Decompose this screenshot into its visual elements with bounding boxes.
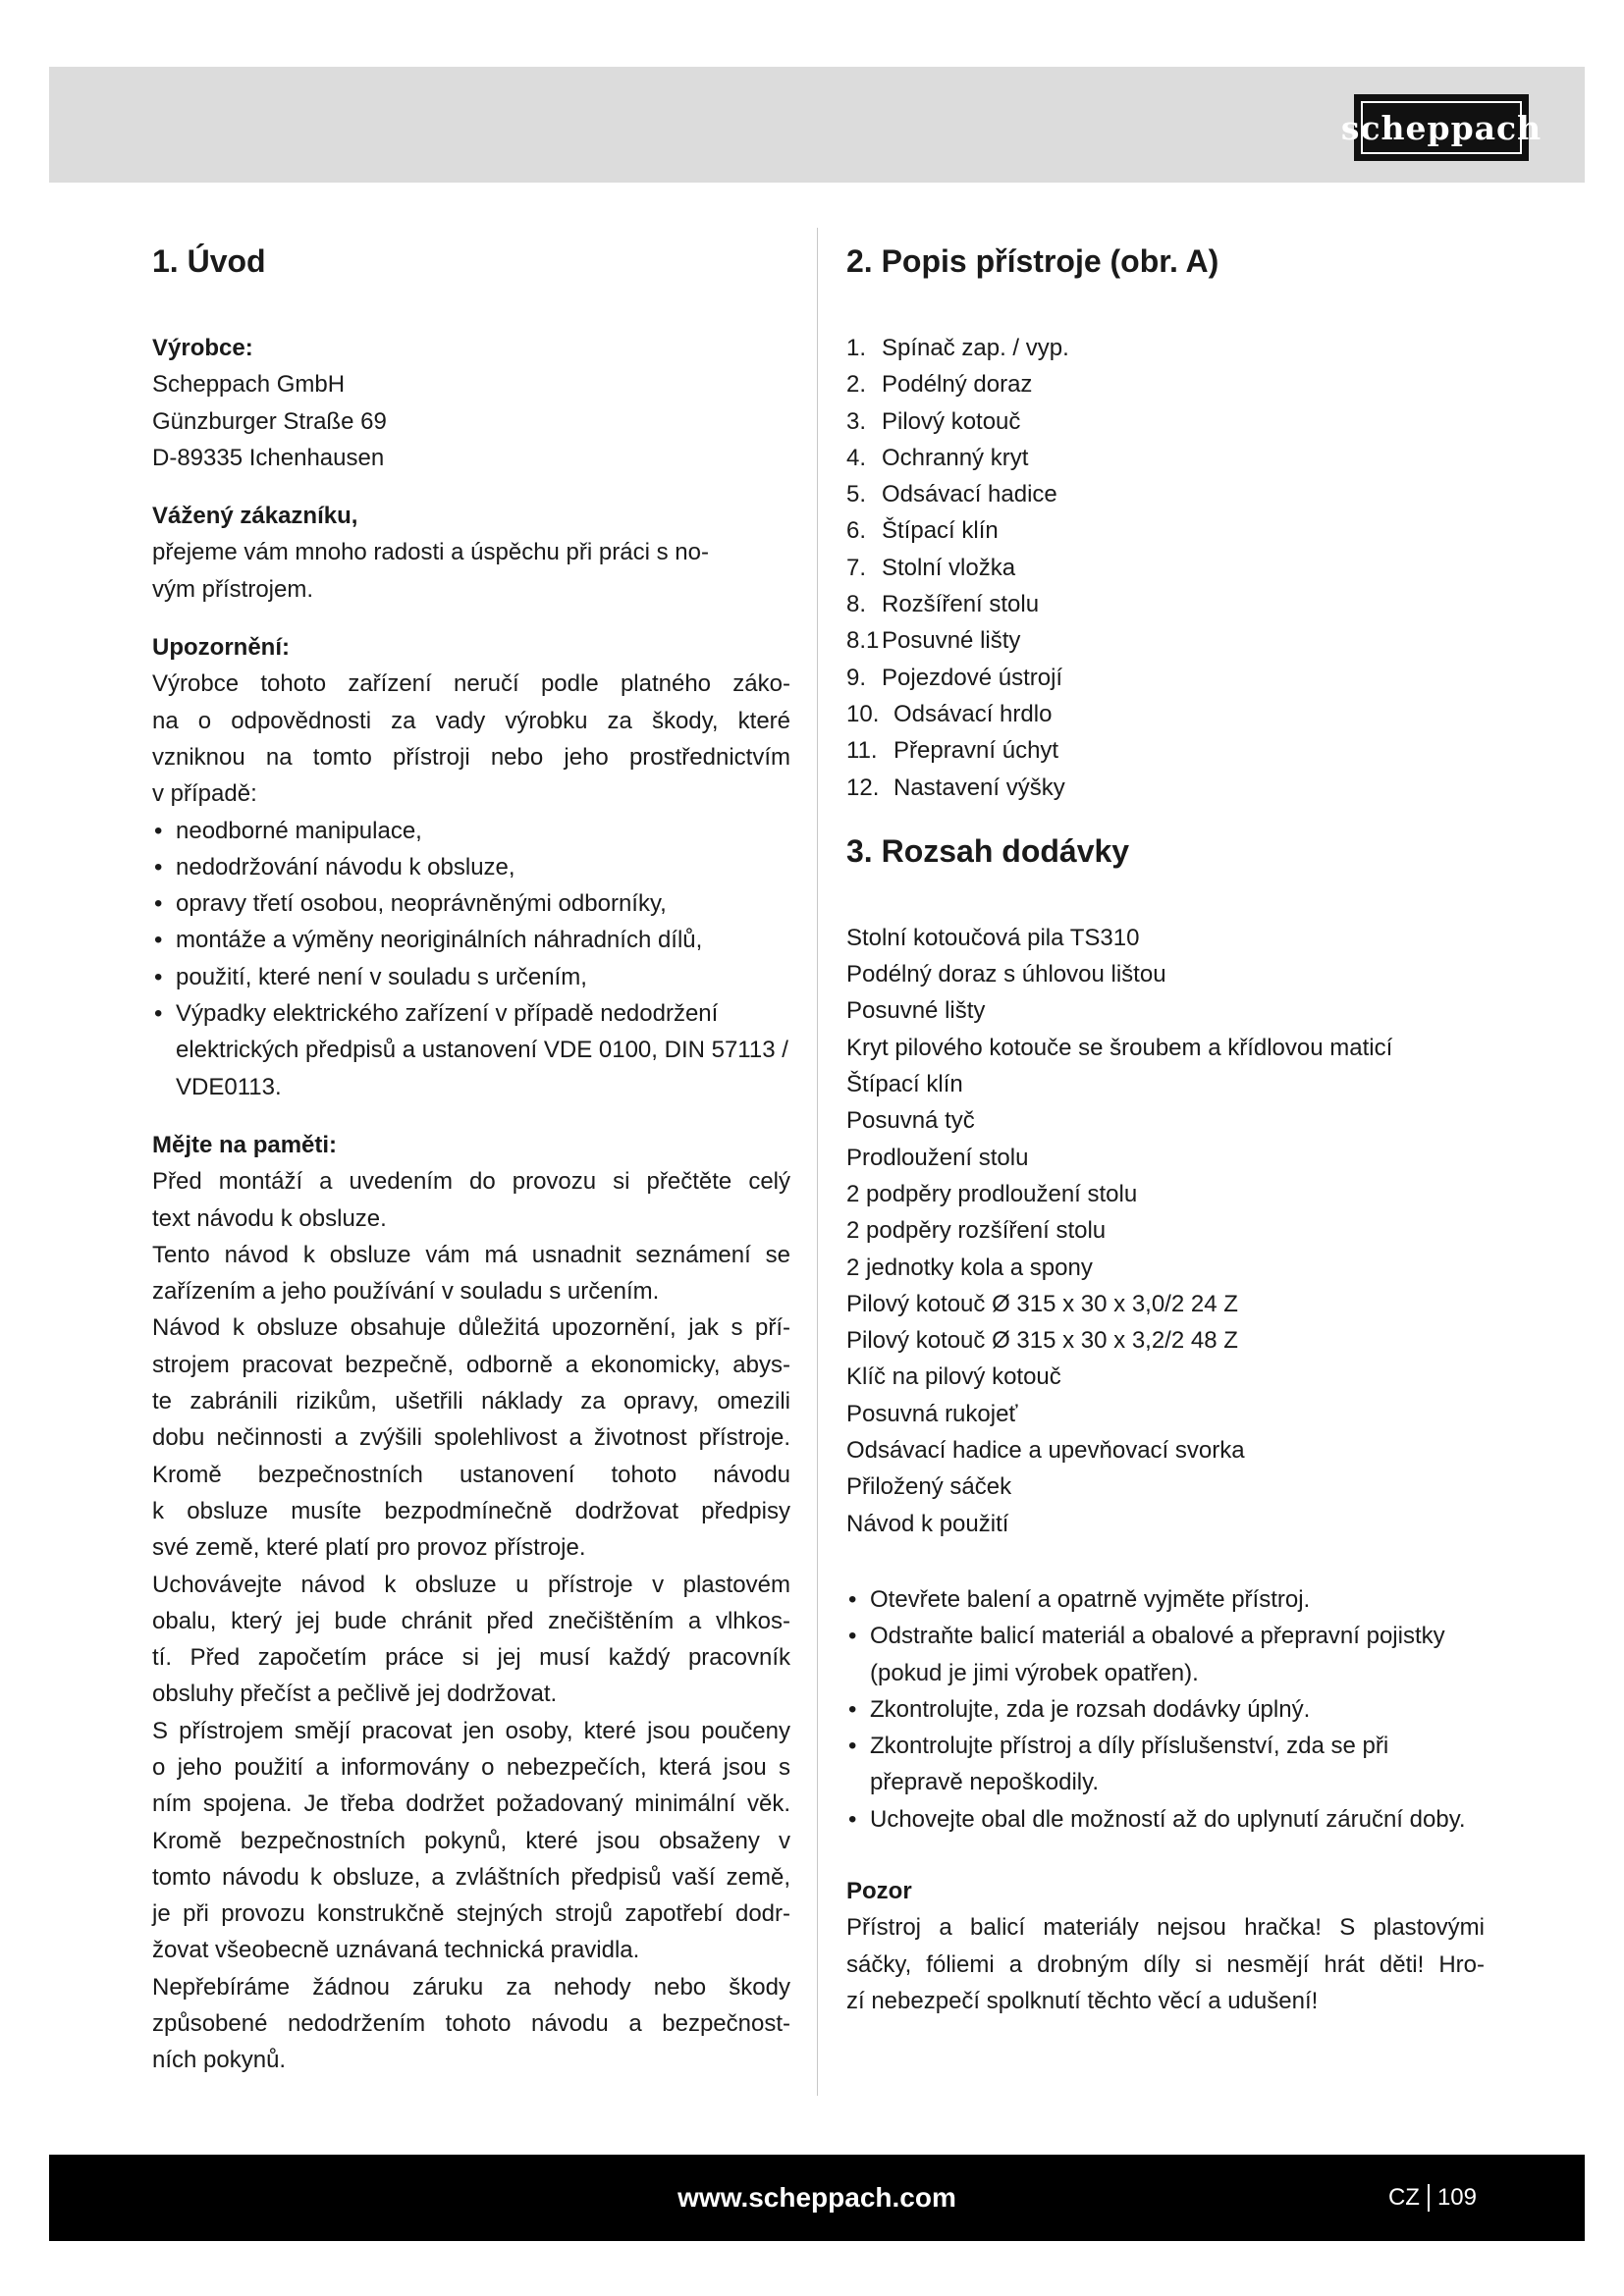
remember-line: Před montáží a uvedením do provozu si přečtěte celý [152, 1168, 790, 1196]
notice-line: na o odpovědnosti za vady výrobku za škody, které [152, 707, 790, 734]
delivery-item: 2 podpěry rozšíření stolu [846, 1217, 1107, 1245]
remember-line: obsluhy přečíst a pečlivě jej dodržovat. [152, 1681, 558, 1708]
heading-device-description: 2. Popis přístroje (obr. A) [846, 243, 1219, 279]
part-number: 2. [846, 371, 867, 399]
manufacturer-line: Günzburger Straße 69 [152, 407, 387, 435]
language-code: CZ [1387, 2184, 1420, 2211]
unpacking-bullet: • Otevřete balení a opatrně vyjměte přístroj. [846, 1581, 1485, 1618]
part-item [846, 512, 1485, 549]
part-label: Rozšíření stolu [882, 591, 1040, 618]
part-number: 8.1 [846, 627, 880, 655]
remember-line: o jeho použití a informovány o nebezpečích, která jsou s [152, 1753, 790, 1781]
remember-line: S přístrojem smějí pracovat jen osoby, které jsou poučeny [152, 1717, 790, 1744]
delivery-item: Kryt pilového kotouče se šroubem a křídlovou maticí [846, 1034, 1393, 1061]
remember-line: strojem pracovat bezpečně, odborně a ekonomicky, abys- [152, 1351, 790, 1378]
part-item [846, 770, 1485, 806]
customer-label: Vážený zákazníku, [152, 503, 358, 530]
part-number: 12. [846, 774, 880, 801]
unpacking-bullet: • Zkontrolujte, zda je rozsah dodávky úplný. [846, 1691, 1485, 1728]
part-item [846, 550, 1485, 586]
notice-bullet: • použití, které není v souladu s určením, [152, 959, 790, 995]
notice-line: vzniknou na tomto přístroji nebo jeho prostřednictvím [152, 743, 790, 771]
delivery-item: Posuvné lišty [846, 997, 986, 1025]
part-item [846, 586, 1485, 622]
remember-line: způsobené nedodržením tohoto návodu a bezpečnost- [152, 2010, 790, 2038]
delivery-item: Klíč na pilový kotouč [846, 1363, 1061, 1391]
part-number: 3. [846, 407, 867, 435]
remember-line: ním spojena. Je třeba dodržet požadovaný minimální věk. [152, 1790, 790, 1818]
part-item [846, 622, 1485, 659]
delivery-item: Odsávací hadice a upevňovací svorka [846, 1437, 1245, 1465]
part-label: Ochranný kryt [882, 444, 1029, 471]
column-divider [817, 228, 818, 2096]
caution-label: Pozor [846, 1877, 912, 1904]
delivery-item: Posuvná rukojeť [846, 1400, 1018, 1427]
part-label: Odsávací hadice [882, 481, 1057, 508]
notice-line: v případě: [152, 780, 257, 808]
manufacturer-line: Scheppach GmbH [152, 371, 346, 399]
caution-line: sáčky, fóliemi a drobným díly si nesmějí hrát děti! Hro- [846, 1950, 1485, 1978]
remember-label: Mějte na paměti: [152, 1131, 338, 1158]
heading-delivery-scope: 3. Rozsah dodávky [846, 832, 1130, 869]
part-item [846, 440, 1485, 476]
remember-line: dobu nečinnosti a zvýšili spolehlivost a životnost přístroje. [152, 1424, 790, 1452]
part-item [846, 476, 1485, 512]
notice-bullet: • opravy třetí osobou, neoprávněnými odborníky, [152, 885, 790, 922]
notice-label: Upozornění: [152, 634, 290, 662]
header-band [49, 67, 1585, 183]
caution-line: zí nebezpečí spolknutí těchto věcí a udušení! [846, 1987, 1319, 2014]
delivery-item: 2 jednotky kola a spony [846, 1254, 1093, 1281]
unpacking-bullet-list [846, 1581, 1485, 1838]
part-number: 7. [846, 554, 867, 581]
notice-bullet: • montáže a výměny neoriginálních náhradních dílů, [152, 922, 790, 958]
remember-line: k obsluze musíte bezpodmínečně dodržovat předpisy [152, 1497, 790, 1524]
remember-line: zařízením a jeho používání v souladu s určením. [152, 1278, 660, 1306]
part-number: 1. [846, 335, 867, 361]
unpacking-bullet: • Uchovejte obal dle možností až do uplynutí záruční doby. [846, 1801, 1485, 1838]
delivery-item: Podélný doraz s úhlovou lištou [846, 961, 1166, 988]
manufacturer-line: D-89335 Ichenhausen [152, 444, 385, 471]
part-number: 11. [846, 737, 878, 765]
delivery-item: Pilový kotouč Ø 315 x 30 x 3,0/2 24 Z [846, 1290, 1238, 1317]
delivery-item: Prodloužení stolu [846, 1144, 1029, 1171]
delivery-item: Návod k použití [846, 1510, 1009, 1537]
remember-line: tomto návodu k obsluze, a zvláštních předpisů vaší země, [152, 1863, 790, 1891]
part-item [846, 403, 1485, 440]
customer-line: vým přístrojem. [152, 575, 314, 603]
remember-line: text návodu k obsluze. [152, 1204, 387, 1232]
delivery-item: Stolní kotoučová pila TS310 [846, 924, 1140, 951]
left-column [152, 226, 790, 2079]
remember-line: obalu, který jej bude chránit před znečištěním a vlhkos- [152, 1607, 790, 1634]
remember-line: Kromě bezpečnostních pokynů, které jsou obsaženy v [152, 1827, 790, 1854]
part-number: 4. [846, 444, 867, 471]
part-label: Spínač zap. / vyp. [882, 335, 1069, 361]
remember-line: Tento návod k obsluze vám má usnadnit seznámení se [152, 1241, 790, 1268]
part-item [846, 660, 1485, 696]
website-link[interactable]: www.scheppach.com [677, 2182, 956, 2213]
remember-line: Kromě bezpečnostních ustanovení tohoto návodu [152, 1461, 790, 1488]
part-item [846, 366, 1485, 402]
part-label: Pojezdové ústrojí [882, 664, 1063, 691]
notice-bullet: • Výpadky elektrického zařízení v případě nedodržení elektrických předpisů a ustanovení VDE 0100, DIN 57113 / VDE0113. [152, 995, 790, 1105]
notice-line: Výrobce tohoto zařízení neručí podle platného záko- [152, 670, 790, 698]
unpacking-bullet: • Odstraňte balicí materiál a obalové a přepravní pojistky (pokud je jimi výrobek opatřen). [846, 1618, 1485, 1691]
part-label: Pilový kotouč [882, 407, 1021, 435]
part-number: 10. [846, 700, 880, 727]
part-item [846, 330, 1485, 366]
part-label: Přepravní úchyt [893, 737, 1059, 765]
scheppach-logo [1340, 94, 1543, 161]
part-label: Podélný doraz [882, 371, 1033, 399]
device-parts-list [846, 330, 1485, 806]
delivery-item: Pilový kotouč Ø 315 x 30 x 3,2/2 48 Z [846, 1327, 1238, 1355]
remember-line: je při provozu konstrukčně stejných strojů zapotřebí dodr- [152, 1900, 790, 1928]
part-number: 6. [846, 517, 867, 545]
page-indicator [1388, 2155, 1477, 2241]
part-label: Posuvné lišty [882, 627, 1021, 655]
page-number: 109 [1436, 2184, 1477, 2211]
remember-line: tí. Před započetím práce si jej musí každý pracovník [152, 1644, 790, 1672]
notice-bullet: • nedodržování návodu k obsluze, [152, 849, 790, 885]
remember-line: te zabránili rizikům, ušetřili náklady za opravy, omezili [152, 1388, 790, 1415]
notice-bullet-list [152, 813, 790, 1105]
part-label: Štípací klín [882, 517, 999, 545]
page-separator [1428, 2184, 1430, 2212]
heading-introduction: 1. Úvod [152, 243, 266, 279]
part-item [846, 732, 1485, 769]
logo-text: scheppach [1361, 101, 1522, 154]
part-label: Stolní vložka [882, 554, 1016, 581]
remember-line: své země, které platí pro provoz přístroje. [152, 1534, 586, 1562]
remember-line: Uchovávejte návod k obsluze u přístroje v plastovém [152, 1571, 790, 1598]
part-number: 5. [846, 481, 867, 508]
customer-line: přejeme vám mnoho radosti a úspěchu při práci s no- [152, 539, 709, 566]
right-column [846, 226, 1485, 2019]
remember-line: Nepřebíráme žádnou záruku za nehody nebo škody [152, 1973, 790, 2001]
part-number: 8. [846, 591, 867, 618]
delivery-item: 2 podpěry prodloužení stolu [846, 1180, 1138, 1207]
part-item [846, 696, 1485, 732]
delivery-item: Přiložený sáček [846, 1473, 1012, 1501]
remember-line: ních pokynů. [152, 2047, 287, 2074]
part-number: 9. [846, 664, 867, 691]
part-label: Odsávací hrdlo [893, 700, 1053, 727]
unpacking-bullet: • Zkontrolujte přístroj a díly příslušenství, zda se při přepravě nepoškodily. [846, 1728, 1485, 1801]
remember-line: Návod k obsluze obsahuje důležitá upozornění, jak s pří- [152, 1314, 790, 1342]
remember-line: žovat všeobecně uznávaná technická pravidla. [152, 1937, 640, 1964]
delivery-item: Posuvná tyč [846, 1107, 975, 1135]
caution-line: Přístroj a balicí materiály nejsou hračka! S plastovými [846, 1914, 1485, 1942]
delivery-item: Štípací klín [846, 1071, 963, 1098]
part-label: Nastavení výšky [893, 774, 1065, 801]
notice-bullet: • neodborné manipulace, [152, 813, 790, 849]
footer-band [49, 2155, 1585, 2241]
manufacturer-label: Výrobce: [152, 335, 253, 361]
